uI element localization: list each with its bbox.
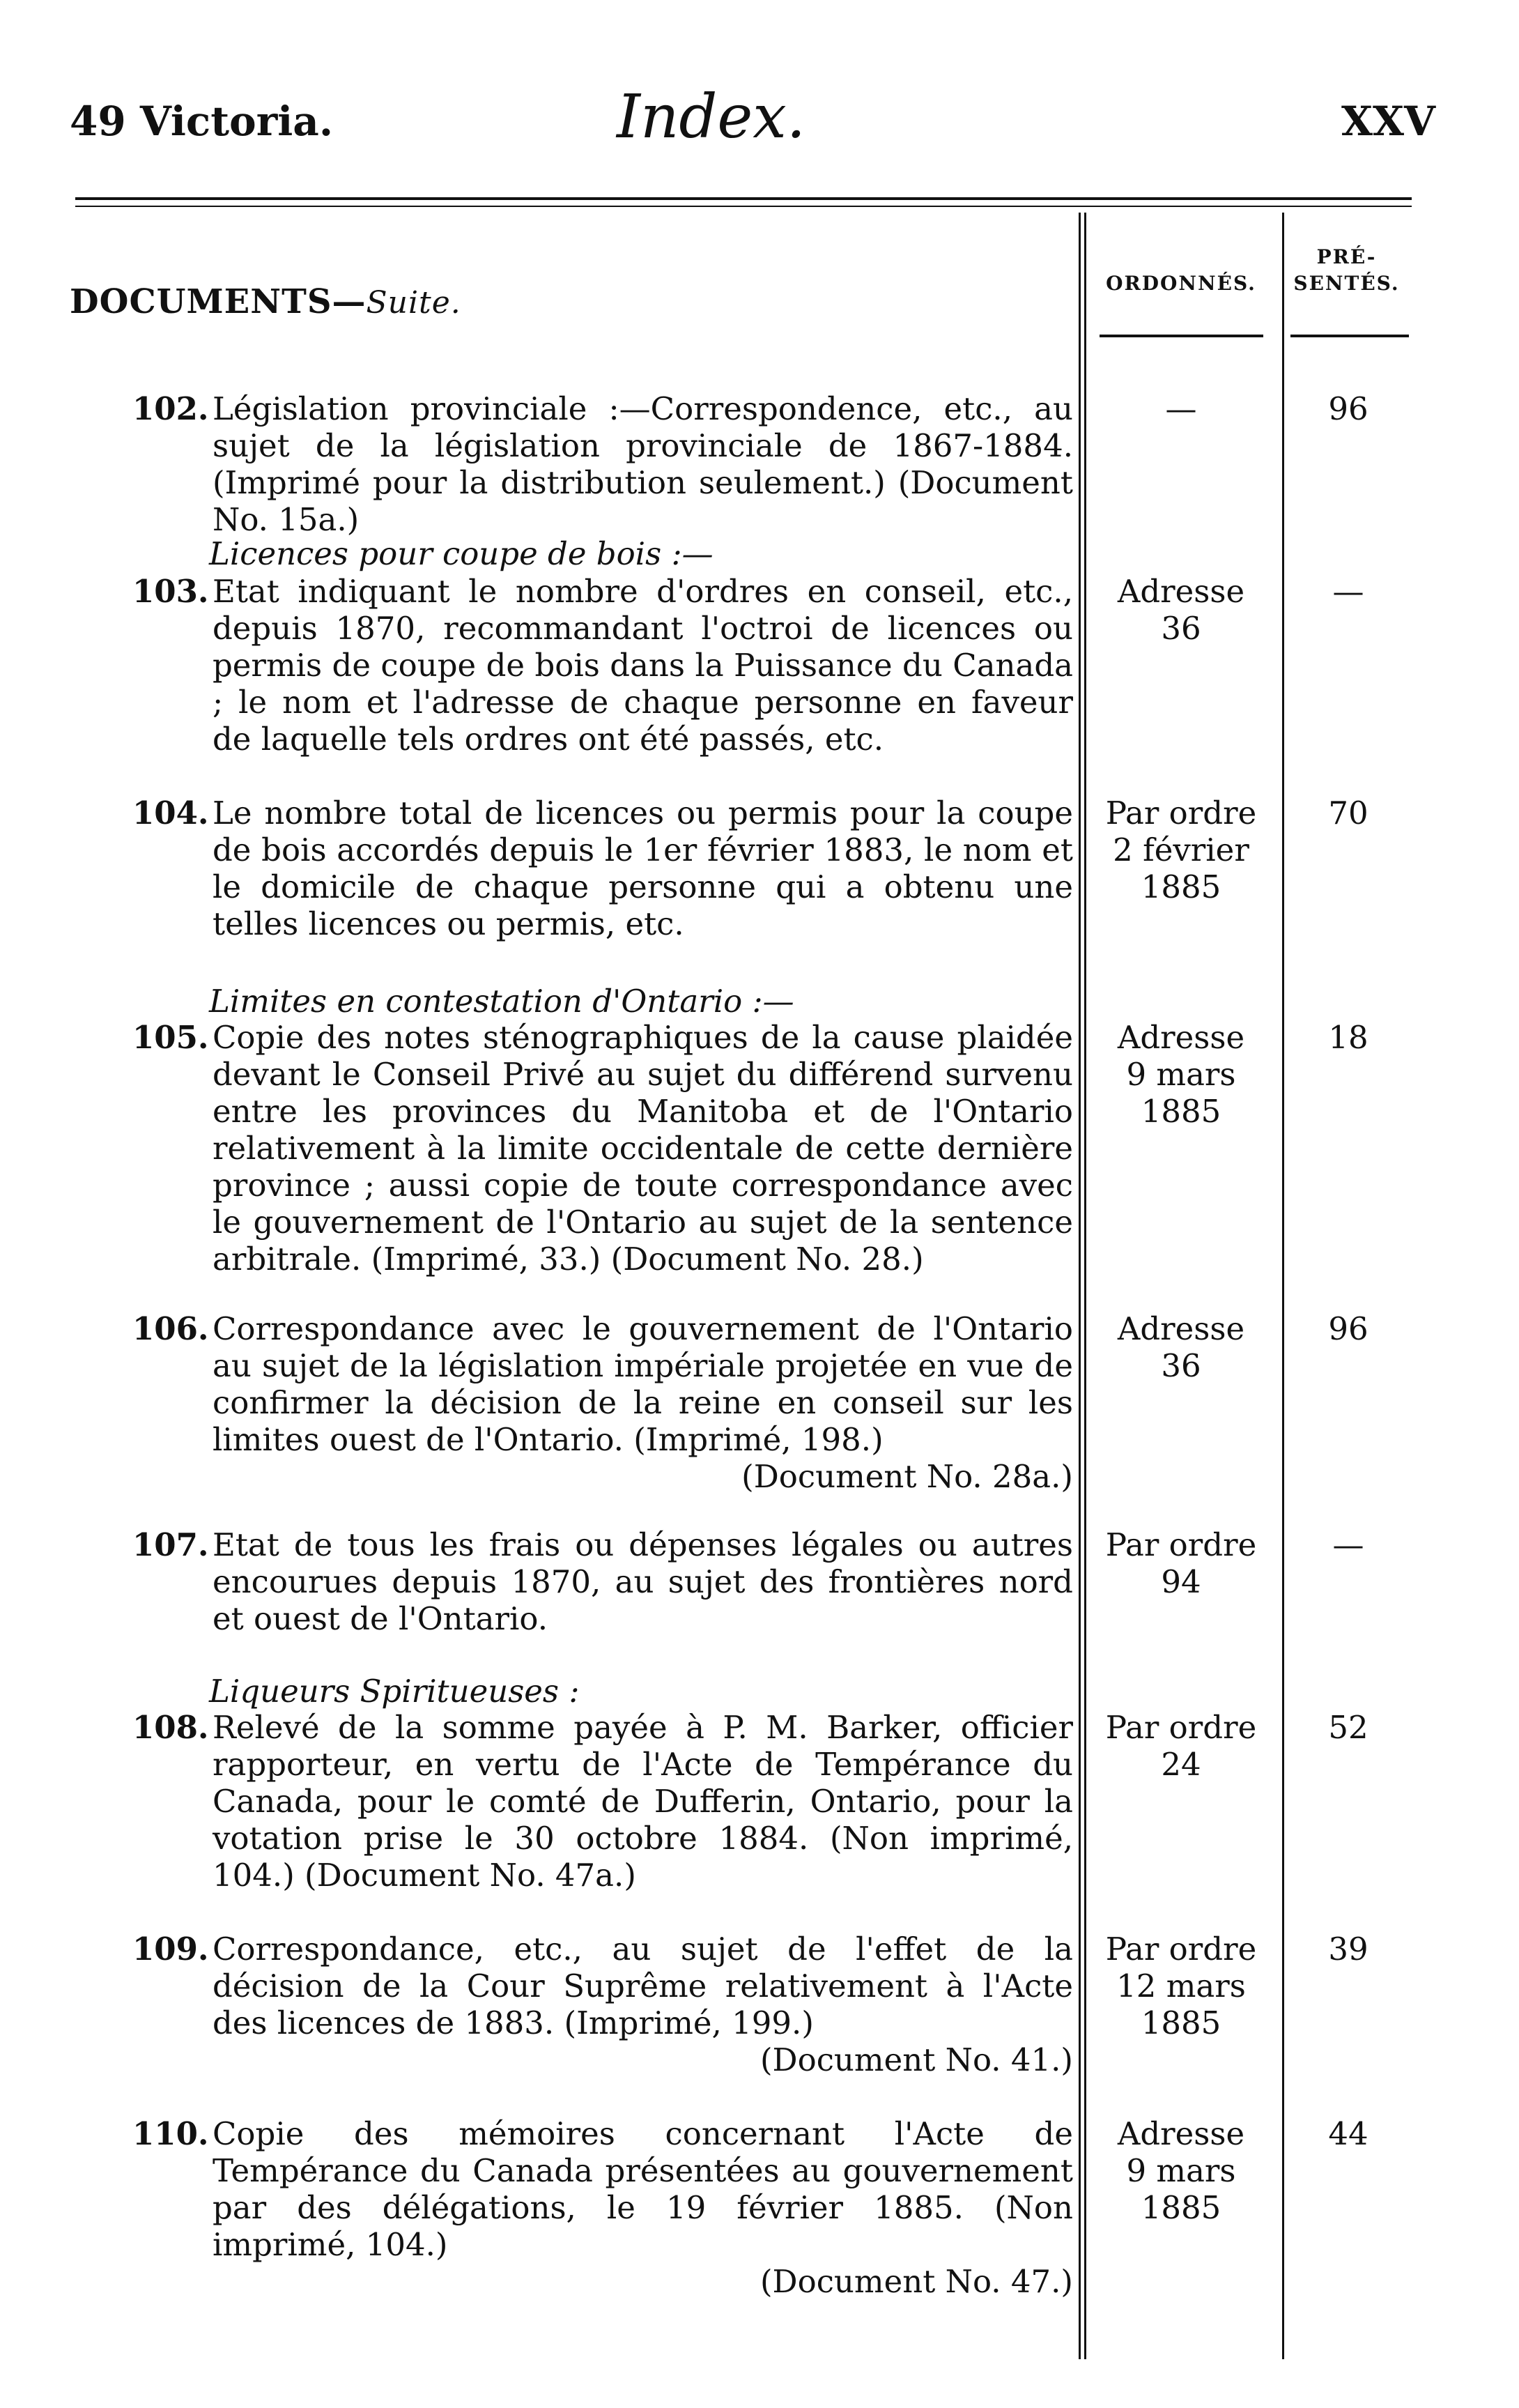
subheading-limites: Limites en contestation d'Ontario :— bbox=[209, 983, 794, 1020]
entry-reference: (Document No. 47.) bbox=[760, 2263, 1073, 2300]
column-head-ordonnes: ORDONNÉS. bbox=[1106, 272, 1256, 295]
running-head-title: Index. bbox=[617, 82, 806, 152]
entry-107-ordonnes: Par ordre 94 bbox=[1105, 1526, 1257, 1600]
entry-number: 103. bbox=[132, 573, 209, 610]
entry-102-presentes: 96 bbox=[1328, 390, 1368, 427]
entry-110-ordonnes: Adresse 9 mars 1885 bbox=[1117, 2115, 1245, 2226]
entry-number: 108. bbox=[132, 1709, 209, 1746]
entry-104-ordonnes: Par ordre 2 février 1885 bbox=[1105, 795, 1257, 905]
column-divider-right bbox=[1282, 213, 1284, 2359]
subheading-licences: Licences pour coupe de bois :— bbox=[209, 535, 714, 572]
entry-102-ordonnes: — bbox=[1165, 390, 1197, 427]
entry-text: Etat de tous les frais ou dépenses légales ou autres encourues depuis 1870, au sujet des frontières nord et ouest de l'Ontario. bbox=[213, 1526, 1073, 1637]
entry-102 bbox=[132, 390, 1073, 538]
entry-reference: (Document No. 41.) bbox=[760, 2041, 1073, 2078]
entry-108-presentes: 52 bbox=[1328, 1709, 1368, 1746]
entry-text: Relevé de la somme payée à P. M. Barker, officier rapporteur, en vertu de l'Acte de Tempérance du Canada, pour le comté de Dufferin, Ontario, pour la votation prise le 30 octobre 1884. (Non imprimé, 104.) (Document No. 47a.) bbox=[213, 1709, 1073, 1894]
entry-105-presentes: 18 bbox=[1328, 1019, 1368, 1056]
page-number: XXV bbox=[1341, 98, 1435, 145]
entry-text: Législation provinciale :—Correspondence, etc., au sujet de la législation provinciale de 1867-1884. (Imprimé pour la distribution seulement.) (Document No. 15a.) bbox=[213, 390, 1073, 538]
entry-108 bbox=[132, 1709, 1073, 1894]
entry-108-ordonnes: Par ordre 24 bbox=[1105, 1709, 1257, 1783]
entry-reference: (Document No. 28a.) bbox=[741, 1458, 1073, 1495]
entry-109-ordonnes: Par ordre 12 mars 1885 bbox=[1105, 1931, 1257, 2041]
entry-103 bbox=[132, 573, 1073, 758]
entry-104-presentes: 70 bbox=[1328, 795, 1368, 831]
section-title bbox=[70, 282, 461, 321]
entry-110-presentes: 44 bbox=[1328, 2115, 1368, 2152]
entry-number: 109. bbox=[132, 1931, 209, 1968]
entry-109 bbox=[132, 1931, 1073, 2078]
column-head-presentes-line2: SENTÉS. bbox=[1293, 272, 1400, 295]
column-head-rule-presentes bbox=[1290, 335, 1409, 337]
section-suite: Suite. bbox=[366, 285, 461, 321]
header-rule-bottom bbox=[75, 206, 1412, 207]
entry-number: 110. bbox=[132, 2115, 209, 2152]
entry-107 bbox=[132, 1526, 1073, 1637]
entry-103-presentes: — bbox=[1332, 573, 1364, 610]
entry-text: Copie des mémoires concernant l'Acte de Tempérance du Canada présentées au gouvernement par des délégations, le 19 février 1885. (Non imprimé, 104.) bbox=[213, 2115, 1073, 2263]
column-head-presentes-line1: PRÉ- bbox=[1316, 245, 1377, 268]
entry-number: 106. bbox=[132, 1310, 209, 1347]
entry-text: Le nombre total de licences ou permis pour la coupe de bois accordés depuis le 1er février 1883, le nom et le domicile de chaque personne qui a obtenu une telles licences ou permis, etc. bbox=[213, 795, 1073, 942]
entry-106-ordonnes: Adresse 36 bbox=[1117, 1310, 1245, 1384]
entry-104 bbox=[132, 795, 1073, 942]
entry-105 bbox=[132, 1019, 1073, 1278]
entry-number: 105. bbox=[132, 1019, 209, 1056]
column-head-rule-ordonnes bbox=[1100, 335, 1263, 337]
entry-110 bbox=[132, 2115, 1073, 2300]
entry-103-ordonnes: Adresse 36 bbox=[1117, 573, 1245, 647]
column-divider-left-b bbox=[1084, 213, 1086, 2359]
entry-text: Copie des notes sténographiques de la cause plaidée devant le Conseil Privé au sujet du différend survenu entre les provinces du Manitoba et de l'Ontario relativement à la limite occidentale de cette dernière province ; aussi copie de toute correspondance avec le gouvernement de l'Ontario au sujet de la sentence arbitrale. (Imprimé, 33.) (Document No. 28.) bbox=[213, 1019, 1073, 1278]
entry-106-presentes: 96 bbox=[1328, 1310, 1368, 1347]
entry-number: 104. bbox=[132, 795, 209, 831]
column-head-presentes bbox=[1286, 244, 1408, 297]
entry-text: Etat indiquant le nombre d'ordres en conseil, etc., depuis 1870, recommandant l'octroi de licences ou permis de coupe de bois dans la Puissance du Canada ; le nom et l'adresse de chaque personne en faveur de laquelle tels ordres ont été passés, etc. bbox=[213, 573, 1073, 758]
entry-text: Correspondance, etc., au sujet de l'effet de la décision de la Cour Suprême relativement à l'Acte des licences de 1883. (Imprimé, 199.) bbox=[213, 1931, 1073, 2041]
entry-105-ordonnes: Adresse 9 mars 1885 bbox=[1117, 1019, 1245, 1130]
running-head-left: 49 Victoria. bbox=[70, 98, 334, 145]
entry-number: 102. bbox=[132, 390, 209, 427]
column-divider-left-a bbox=[1079, 213, 1081, 2359]
entry-106 bbox=[132, 1310, 1073, 1495]
entry-109-presentes: 39 bbox=[1328, 1931, 1368, 1968]
header-rule-top bbox=[75, 197, 1412, 200]
section-title-text: DOCUMENTS— bbox=[70, 282, 367, 321]
entry-number: 107. bbox=[132, 1526, 209, 1563]
entry-text: Correspondance avec le gouvernement de l'Ontario au sujet de la législation impériale projetée en vue de confirmer la décision de la reine en conseil sur les limites ouest de l'Ontario. (Imprimé, 198.) bbox=[213, 1310, 1073, 1458]
entry-107-presentes: — bbox=[1332, 1526, 1364, 1563]
subheading-liqueurs: Liqueurs Spiritueuses : bbox=[209, 1673, 580, 1710]
